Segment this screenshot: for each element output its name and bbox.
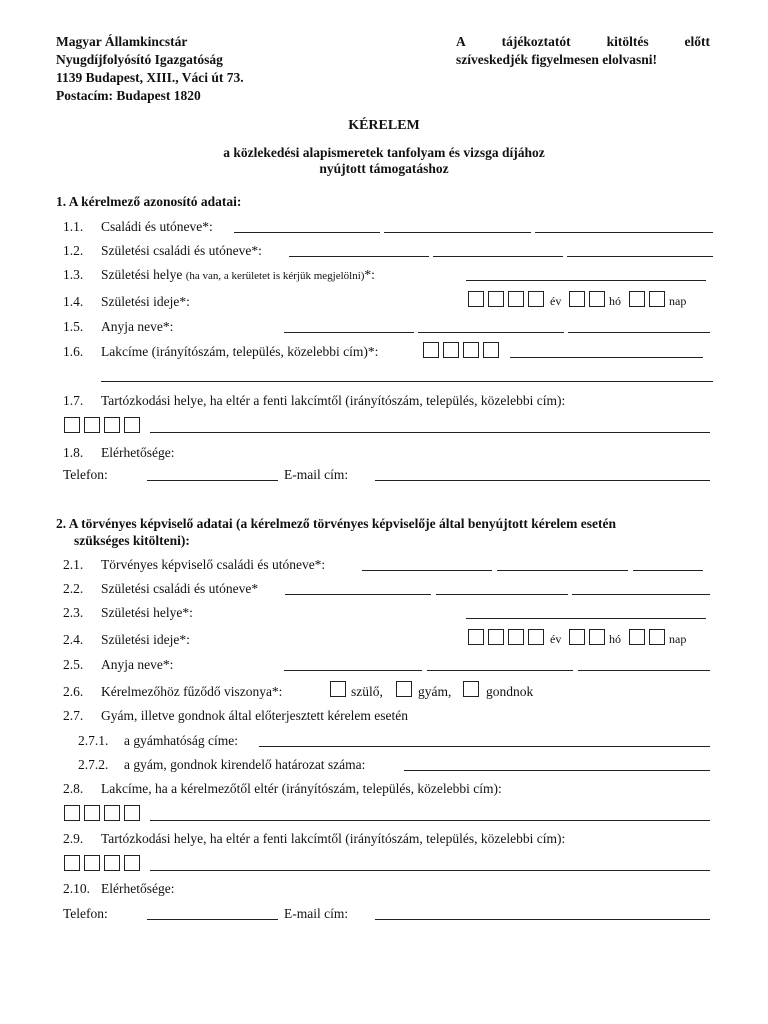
row-number: 2.2.: [63, 581, 84, 596]
contact-label: Elérhetősége:: [101, 445, 175, 460]
residence-postal-code-digit-box[interactable]: [84, 417, 100, 433]
birth-place-label-text: Születési helye: [101, 267, 183, 282]
row-number: 2.5.: [63, 657, 84, 672]
day-unit-label: nap: [669, 294, 687, 308]
representative-residence-postal-code-digit-box[interactable]: [124, 855, 140, 871]
birth-place-label: [101, 267, 375, 283]
section1-heading: 1. A kérelmező azonosító adatai:: [56, 194, 242, 209]
address-label: Lakcíme (irányítószám, település, közelebbi cím)*:: [101, 344, 379, 359]
address-field-2[interactable]: [101, 381, 713, 382]
representative-residence-postal-code-digit-box[interactable]: [64, 855, 80, 871]
row-number: 2.8.: [63, 781, 84, 796]
page-title: KÉRELEM: [348, 118, 420, 133]
representative-birth-year-digit-box[interactable]: [468, 629, 484, 645]
postal-code-digit-box[interactable]: [463, 342, 479, 358]
row-number: 1.7.: [63, 393, 84, 408]
row-number: 2.9.: [63, 831, 84, 846]
birth-day-digit-box[interactable]: [629, 291, 645, 307]
instruction-note-line2: szíveskedjék figyelmesen elolvasni!: [456, 52, 657, 67]
family-name-field-1[interactable]: [234, 232, 380, 233]
birth-year-digit-box[interactable]: [488, 291, 504, 307]
representative-mother-name-label: Anyja neve*:: [101, 657, 174, 672]
postal-code-digit-box[interactable]: [483, 342, 499, 358]
month-unit-label: hó: [609, 632, 621, 646]
row-number: 2.6.: [63, 684, 84, 699]
representative-birth-name-field-3[interactable]: [572, 594, 710, 595]
representative-name-field-3[interactable]: [633, 570, 703, 571]
guardian-request-label: Gyám, illetve gondnok által előterjesztett kérelem esetén: [101, 708, 409, 723]
representative-birth-name-field-2[interactable]: [436, 594, 568, 595]
curator-option-label: gondnok: [486, 684, 534, 699]
year-unit-label: év: [550, 294, 562, 308]
mother-name-field-1[interactable]: [284, 332, 414, 333]
representative-postal-code-digit-box[interactable]: [84, 805, 100, 821]
page-subtitle-2: nyújtott támogatáshoz: [319, 161, 449, 176]
representative-address-field[interactable]: [150, 820, 710, 821]
representative-email-field[interactable]: [375, 919, 710, 920]
representative-email-label: E-mail cím:: [284, 906, 349, 921]
postal-code-digit-box[interactable]: [423, 342, 439, 358]
representative-birth-year-digit-box[interactable]: [508, 629, 524, 645]
row-number: 1.8.: [63, 445, 84, 460]
note-word: kitöltés: [606, 34, 649, 49]
birth-place-required-mark: *:: [364, 267, 375, 282]
guardian-option-label: gyám,: [418, 684, 452, 699]
mother-name-label: Anyja neve*:: [101, 319, 174, 334]
family-name-field-2[interactable]: [384, 232, 531, 233]
row-number: 1.2.: [63, 243, 84, 258]
representative-birth-date-label: Születési ideje*:: [101, 632, 190, 647]
row-number: 2.7.: [63, 708, 84, 723]
note-word: A: [456, 34, 466, 49]
representative-name-field-1[interactable]: [362, 570, 492, 571]
row-number: 2.4.: [63, 632, 84, 647]
page-subtitle-1: a közlekedési alapismeretek tanfolyam és vizsga díjához: [223, 145, 545, 160]
birth-name-field-3[interactable]: [567, 256, 713, 257]
phone-label: Telefon:: [63, 467, 108, 482]
org-postal-address: Postacím: Budapest 1820: [56, 88, 201, 103]
birth-name-label: Születési családi és utóneve*:: [101, 243, 262, 258]
postal-code-digit-box[interactable]: [443, 342, 459, 358]
representative-residence-postal-code-digit-box[interactable]: [84, 855, 100, 871]
birth-year-digit-box[interactable]: [468, 291, 484, 307]
mother-name-field-2[interactable]: [418, 332, 564, 333]
representative-phone-label: Telefon:: [63, 906, 108, 921]
birth-day-digit-box[interactable]: [649, 291, 665, 307]
residence-label: Tartózkodási helye, ha eltér a fenti lakcímtől (irányítószám, település, közelebbi cím):: [101, 393, 566, 408]
row-number: 2.7.1.: [78, 733, 109, 748]
mother-name-field-3[interactable]: [568, 332, 710, 333]
representative-birth-month-digit-box[interactable]: [569, 629, 585, 645]
residence-field[interactable]: [150, 432, 710, 433]
day-unit-label: nap: [669, 632, 687, 646]
relationship-label: Kérelmezőhöz fűződő viszonya*:: [101, 684, 283, 699]
representative-address-label: Lakcíme, ha a kérelmezőtől eltér (irányítószám, település, közelebbi cím):: [101, 781, 502, 796]
parent-checkbox[interactable]: [330, 681, 346, 697]
birth-place-hint: (ha van, a kerületet is kérjük megjelölni): [185, 270, 365, 282]
representative-mother-name-field-2[interactable]: [427, 670, 573, 671]
section2-heading-line2: szükséges kitölteni):: [74, 533, 190, 548]
year-unit-label: év: [550, 632, 562, 646]
birth-year-digit-box[interactable]: [508, 291, 524, 307]
representative-birth-year-digit-box[interactable]: [488, 629, 504, 645]
email-label: E-mail cím:: [284, 467, 349, 482]
row-number: 2.1.: [63, 557, 84, 572]
org-name: Magyar Államkincstár: [56, 34, 188, 49]
instruction-note-line1: [456, 34, 710, 50]
birth-year-digit-box[interactable]: [528, 291, 544, 307]
guardianship-authority-address-label: a gyámhatóság címe:: [124, 733, 238, 748]
representative-birth-day-digit-box[interactable]: [649, 629, 665, 645]
representative-postal-code-digit-box[interactable]: [124, 805, 140, 821]
representative-birth-place-label: Születési helye*:: [101, 605, 193, 620]
row-number: 1.3.: [63, 267, 84, 282]
representative-name-field-2[interactable]: [497, 570, 628, 571]
residence-postal-code-digit-box[interactable]: [104, 417, 120, 433]
guardianship-authority-address-field[interactable]: [259, 746, 710, 747]
row-number: 2.3.: [63, 605, 84, 620]
row-number: 1.4.: [63, 294, 84, 309]
representative-residence-label: Tartózkodási helye, ha eltér a fenti lakcímtől (irányítószám, település, közelebbi cím):: [101, 831, 566, 846]
row-number: 1.6.: [63, 344, 84, 359]
birth-date-label: Születési ideje*:: [101, 294, 190, 309]
note-word: tájékoztatót: [501, 34, 571, 49]
appointment-decision-number-field[interactable]: [404, 770, 710, 771]
appointment-decision-number-label: a gyám, gondnok kirendelő határozat száma:: [124, 757, 366, 772]
birth-name-field-2[interactable]: [433, 256, 563, 257]
representative-birth-name-field-1[interactable]: [285, 594, 431, 595]
representative-postal-code-digit-box[interactable]: [104, 805, 120, 821]
row-number: 2.7.2.: [78, 757, 109, 772]
representative-birth-year-digit-box[interactable]: [528, 629, 544, 645]
representative-contact-label: Elérhetősége:: [101, 881, 175, 896]
family-name-label: Családi és utóneve*:: [101, 219, 213, 234]
representative-birth-place-field[interactable]: [466, 618, 706, 619]
row-number: 1.5.: [63, 319, 84, 334]
representative-birth-month-digit-box[interactable]: [589, 629, 605, 645]
guardian-checkbox[interactable]: [396, 681, 412, 697]
family-name-field-3[interactable]: [535, 232, 713, 233]
row-number: 1.1.: [63, 219, 84, 234]
representative-mother-name-field-3[interactable]: [578, 670, 710, 671]
representative-phone-field[interactable]: [147, 919, 278, 920]
birth-month-digit-box[interactable]: [589, 291, 605, 307]
representative-postal-code-digit-box[interactable]: [64, 805, 80, 821]
residence-postal-code-digit-box[interactable]: [64, 417, 80, 433]
row-number: 2.10.: [63, 881, 90, 896]
section2-heading-line1: 2. A törvényes képviselő adatai (a kérelmező törvényes képviselője által benyújtott kérelem esetén: [56, 516, 617, 531]
birth-place-field[interactable]: [466, 280, 706, 281]
representative-residence-postal-code-digit-box[interactable]: [104, 855, 120, 871]
phone-field[interactable]: [147, 480, 278, 481]
representative-mother-name-field-1[interactable]: [284, 670, 422, 671]
month-unit-label: hó: [609, 294, 621, 308]
curator-checkbox[interactable]: [463, 681, 479, 697]
residence-postal-code-digit-box[interactable]: [124, 417, 140, 433]
representative-birth-name-label: Születési családi és utóneve*: [101, 581, 259, 596]
parent-option-label: szülő,: [351, 684, 383, 699]
org-department: Nyugdíjfolyósító Igazgatóság: [56, 52, 223, 67]
representative-residence-field[interactable]: [150, 870, 710, 871]
org-address: 1139 Budapest, XIII., Váci út 73.: [56, 70, 244, 85]
representative-name-label: Törvényes képviselő családi és utóneve*:: [101, 557, 326, 572]
birth-month-digit-box[interactable]: [569, 291, 585, 307]
email-field[interactable]: [375, 480, 710, 481]
note-word: előtt: [684, 34, 710, 49]
representative-birth-day-digit-box[interactable]: [629, 629, 645, 645]
birth-name-field-1[interactable]: [289, 256, 429, 257]
address-field-1[interactable]: [510, 357, 703, 358]
